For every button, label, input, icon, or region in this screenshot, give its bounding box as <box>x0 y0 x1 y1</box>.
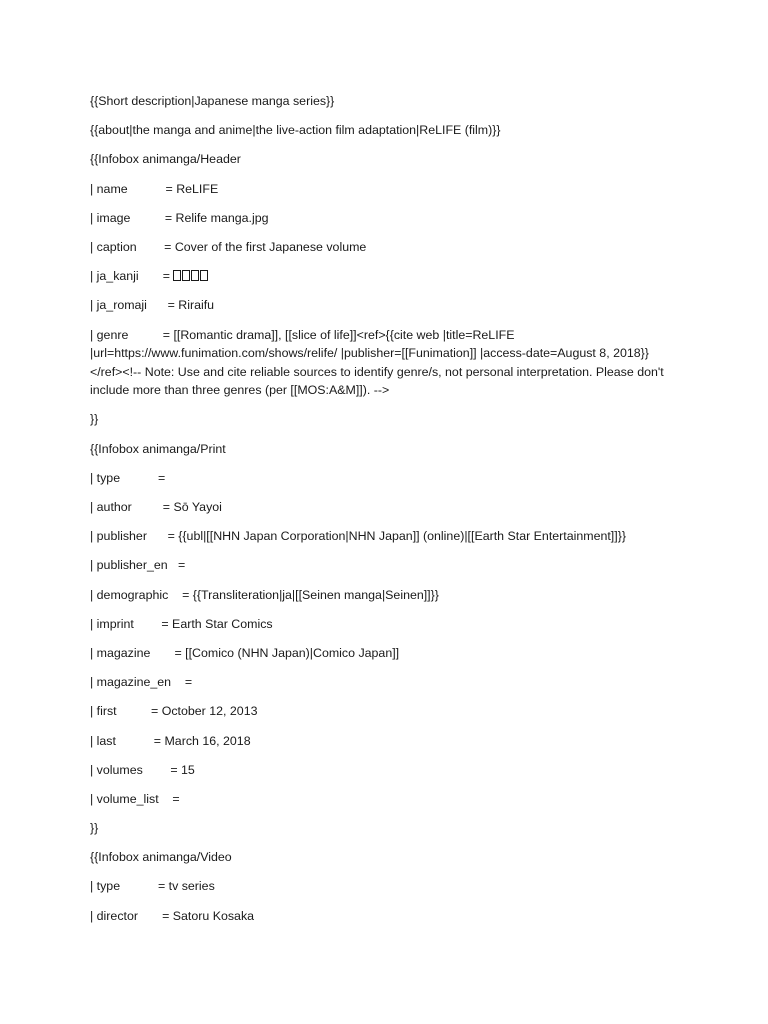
wikitext-line: {{Infobox animanga/Print <box>90 441 226 456</box>
wikitext-line: {{Infobox animanga/Video <box>90 850 232 865</box>
missing-glyph-icon <box>173 269 209 283</box>
wikitext-line: {{Infobox animanga/Header <box>90 152 241 167</box>
wikitext-line: }} <box>90 821 99 836</box>
wikitext-line: | magazine = [[Comico (NHN Japan)|Comico Japan]] <box>90 645 400 660</box>
wikitext-line: {{Short description|Japanese manga series}} <box>90 94 335 108</box>
wikitext-line: | image = Relife manga.jpg <box>90 210 269 225</box>
wikitext-line: | ja_romaji = Riraifu <box>90 298 215 313</box>
wikitext-line: | last = March 16, 2018 <box>90 733 251 748</box>
wikitext-line: {{about|the manga and anime|the live-action film adaptation|ReLIFE (film)}} <box>90 123 501 138</box>
wikitext-line: | name = ReLIFE <box>90 181 219 196</box>
wikitext-line: | magazine_en = <box>90 675 193 690</box>
wikitext-line: | author = Sō Yayoi <box>90 500 222 515</box>
wikitext-line: | type = <box>90 470 166 485</box>
wikitext-line-genre: | genre = [[Romantic drama]], [[slice of life]]<ref>{{cite web |title=ReLIFE |url=https://www.funimation.com/shows/relife/ |publisher=[[Funimation]] |access-date=August 8, 2018}}</ref><!-- Note: Use and cite reliable sources to identify genre/s, not personal interpretation. Please don't include more than three genres (per [[MOS:A&M]]). --> <box>90 327 668 398</box>
wikitext-line: | volume_list = <box>90 791 180 806</box>
wikitext-line: | imprint = Earth Star Comics <box>90 616 273 631</box>
wikitext-line: | director = Satoru Kosaka <box>90 908 255 923</box>
wikitext-line: | publisher_en = <box>90 558 186 573</box>
wikitext-line: | publisher = {{ubl|[[NHN Japan Corporation|NHN Japan]] (online)|[[Earth Star Entertainment]]}} <box>90 529 626 544</box>
wikitext-line: | volumes = 15 <box>90 762 195 777</box>
wikitext-line: | type = tv series <box>90 879 215 894</box>
document-page <box>90 92 680 936</box>
wikitext-line: | demographic = {{Transliteration|ja|[[Seinen manga|Seinen]]}} <box>90 587 439 602</box>
wikitext-line: | first = October 12, 2013 <box>90 704 258 719</box>
wikitext-line: | caption = Cover of the first Japanese volume <box>90 239 367 254</box>
wikitext-line: }} <box>90 412 99 427</box>
wikitext-line-text: | ja_kanji = <box>90 269 174 284</box>
wikitext-line-ja-kanji <box>90 267 680 286</box>
